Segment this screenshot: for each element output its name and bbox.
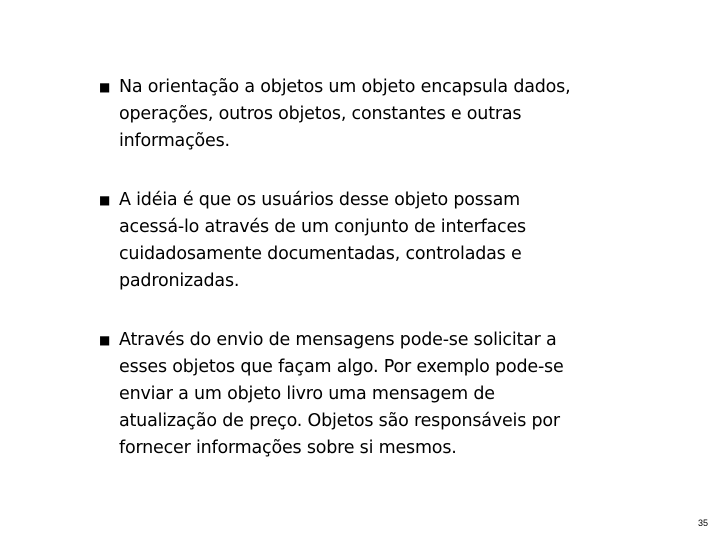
bullet-list bbox=[99, 74, 619, 494]
bullet-item bbox=[99, 187, 619, 295]
square-bullet-icon: ■ bbox=[99, 193, 111, 207]
bullet-item bbox=[99, 74, 619, 155]
square-bullet-icon: ■ bbox=[99, 333, 111, 347]
bullet-item bbox=[99, 327, 619, 462]
bullet-text: Na orientação a objetos um objeto encapsula dados, operações, outros objetos, constantes e outras informações. bbox=[119, 77, 571, 151]
bullet-text: Através do envio de mensagens pode-se solicitar a esses objetos que façam algo. Por exemplo pode-se enviar a um objeto livro uma mensagem de atualização de preço. Objetos são responsáveis por fornecer informações sobre si mesmos. bbox=[119, 330, 564, 458]
page-number: 35 bbox=[697, 518, 708, 528]
bullet-text: A idéia é que os usuários desse objeto possam acessá-lo através de um conjunto de interfaces cuidadosamente documentadas, controladas e padronizadas. bbox=[119, 190, 526, 291]
square-bullet-icon: ■ bbox=[99, 80, 111, 94]
